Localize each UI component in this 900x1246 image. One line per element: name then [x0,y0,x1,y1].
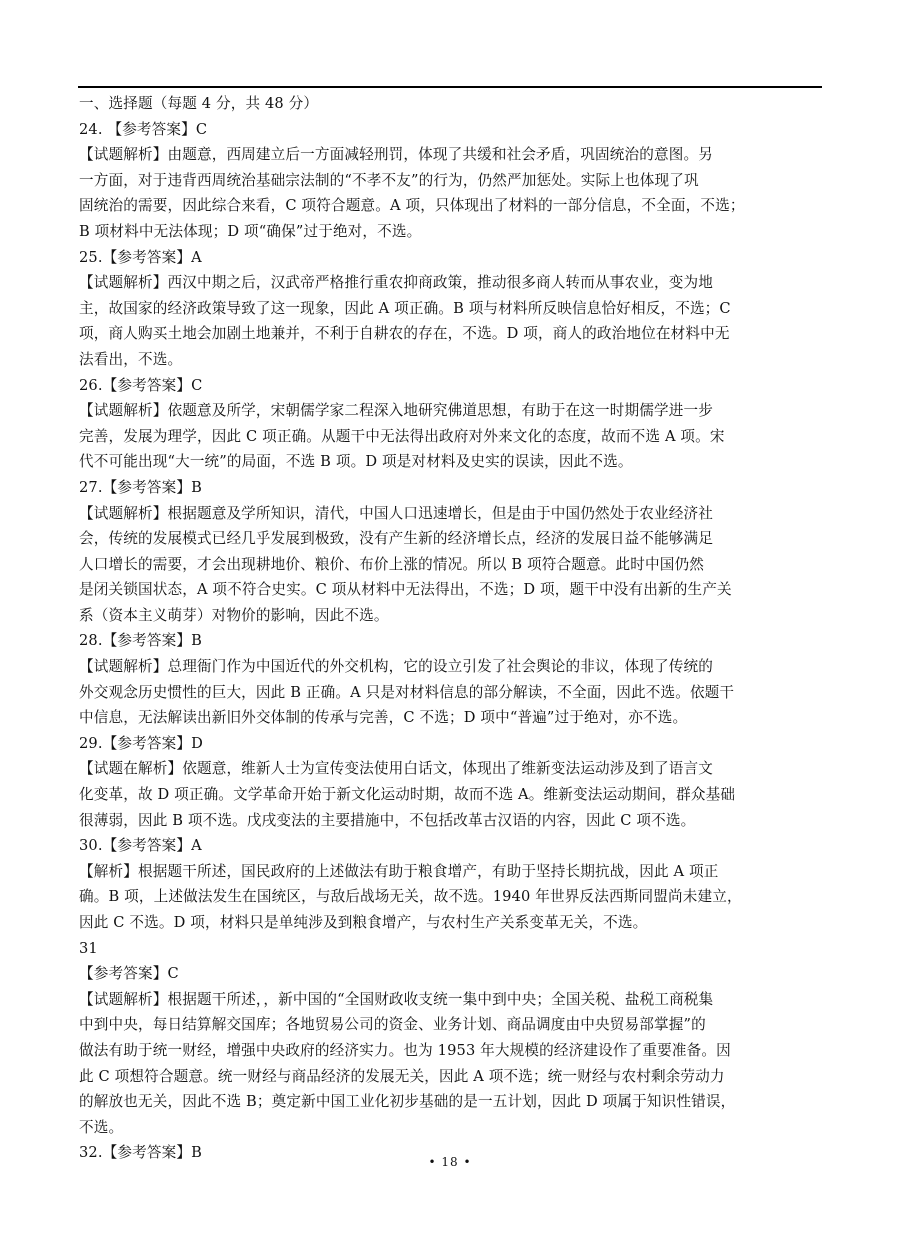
text-line: 固统治的需要，因此综合来看，C 项符合题意。A 项，只体现出了材料的一部分信息，不全面，不选； [79,197,745,215]
text-line: 【试题解析】西汉中期之后，汉武帝严格推行重农抑商政策，推动很多商人转而从事农业，变为地 [79,274,713,292]
text-line: 系（资本主义萌芽）对物价的影响，因此不选。 [79,606,389,624]
text-line: 【试题在解析】依题意，维新人士为宣传变法使用白话文，体现出了维新变法运动涉及到了语言文 [79,760,713,778]
text-line: 【试题解析】总理衙门作为中国近代的外交机构，它的设立引发了社会舆论的非议，体现了传统的 [79,658,713,676]
text-line: 25.【参考答案】A [79,248,202,266]
text-line: 【试题解析】根据题干所述，，新中国的“全国财政收支统一集中到中央；全国关税、盐税工商税集 [79,990,714,1008]
text-line: B 项材料中无法体现；D 项“确保”过于绝对，不选。 [79,222,422,240]
header-rule [78,86,822,88]
text-line: 28.【参考答案】B [79,632,202,650]
text-line: 一方面，对于违背西周统治基础宗法制的“不孝不友”的行为，仍然严加惩处。实际上也体现了巩 [79,171,699,189]
text-line: 外交观念历史惯性的巨大，因此 B 正确。A 只是对材料信息的部分解读，不全面，因此不选。依题干 [79,683,735,701]
text-line: 完善，发展为理学，因此 C 项正确。从题干中无法得出政府对外来文化的态度，故而不选 A 项。宋 [79,427,725,445]
text-line: 代不可能出现“大一统”的局面，不选 B 项。D 项是对材料及史实的误读，因此不选。 [79,453,633,471]
text-line: 做法有助于统一财经，增强中央政府的经济实力。也为 1953 年大规模的经济建设作了重要准备。因 [79,1041,731,1059]
text-line: 30.【参考答案】A [79,837,202,855]
answer-text-body [79,91,823,1166]
text-line: 很薄弱，因此 B 项不选。戊戌变法的主要措施中，不包括改革古汉语的内容，因此 C 项不选。 [79,811,696,829]
text-line: 确。B 项，上述做法发生在国统区，与敌后战场无关，故不选。1940 年世界反法西斯同盟尚未建立， [79,888,742,906]
text-line: 【解析】根据题干所述，国民政府的上述做法有助于粮食增产，有助于坚持长期抗战，因此 A 项正 [79,862,719,880]
text-line: 27.【参考答案】B [79,478,202,496]
text-line: 【试题解析】根据题意及学所知识，清代，中国人口迅速增长，但是由于中国仍然处于农业经济社 [79,504,713,522]
page-number: • 18 • [428,1155,472,1169]
text-line: 此 C 项想符合题意。统一财经与商品经济的发展无关，因此 A 项不选；统一财经与农村剩余劳动力 [79,1067,725,1085]
text-line: 主，故国家的经济政策导致了这一现象，因此 A 项正确。B 项与材料所反映信息恰好相反，不选；C [79,299,731,317]
text-line: 项，商人购买土地会加剧土地兼并，不利于自耕农的存在，不选。D 项，商人的政治地位在材料中无 [79,325,730,343]
text-line: 的解放也无关，因此不选 B；奠定新中国工业化初步基础的是一五计划，因此 D 项属于知识性错误， [79,1093,736,1111]
text-line: 26.【参考答案】C [79,376,203,394]
text-line: 31 [79,939,98,957]
text-line: 中信息，无法解读出新旧外交体制的传承与完善，C 不选；D 项中“普遍”过于绝对，亦不选。 [79,709,688,727]
text-line: 【试题解析】由题意，西周建立后一方面减轻刑罚，体现了共缓和社会矛盾，巩固统治的意图。另 [79,146,713,164]
text-line: 化变革，故 D 项正确。文学革命开始于新文化运动时期，故而不选 A。维新变法运动期间，群众基础 [79,786,736,804]
text-line: 24. 【参考答案】C [79,120,208,138]
text-line: 会，传统的发展模式已经几乎发展到极致，没有产生新的经济增长点，经济的发展日益不能够满足 [79,530,713,548]
text-line: 是闭关锁国状态，A 项不符合史实。C 项从材料中无法得出，不选；D 项，题干中没有出新的生产关 [79,581,732,599]
text-line: 法看出，不选。 [79,350,183,368]
text-line: 不选。 [79,1118,124,1136]
text-line: 【试题解析】依题意及所学，宋朝儒学家二程深入地研究佛道思想，有助于在这一时期儒学进一步 [79,402,713,420]
text-line: 29.【参考答案】D [79,734,203,752]
text-line: 中到中央，每日结算解交国库；各地贸易公司的资金、业务计划、商品调度由中央贸易部掌握”的 [79,1016,706,1034]
text-line: 【参考答案】C [79,965,179,983]
text-line: 32.【参考答案】B [79,1144,202,1162]
text-line: 人口增长的需要，才会出现耕地价、粮价、布价上涨的情况。所以 B 项符合题意。此时中国仍然 [79,555,704,573]
text-line: 一、选择题（每题 4 分，共 48 分） [79,95,319,112]
text-line: 因此 C 不选。D 项，材料只是单纯涉及到粮食增产，与农村生产关系变革无关，不选。 [79,914,648,931]
